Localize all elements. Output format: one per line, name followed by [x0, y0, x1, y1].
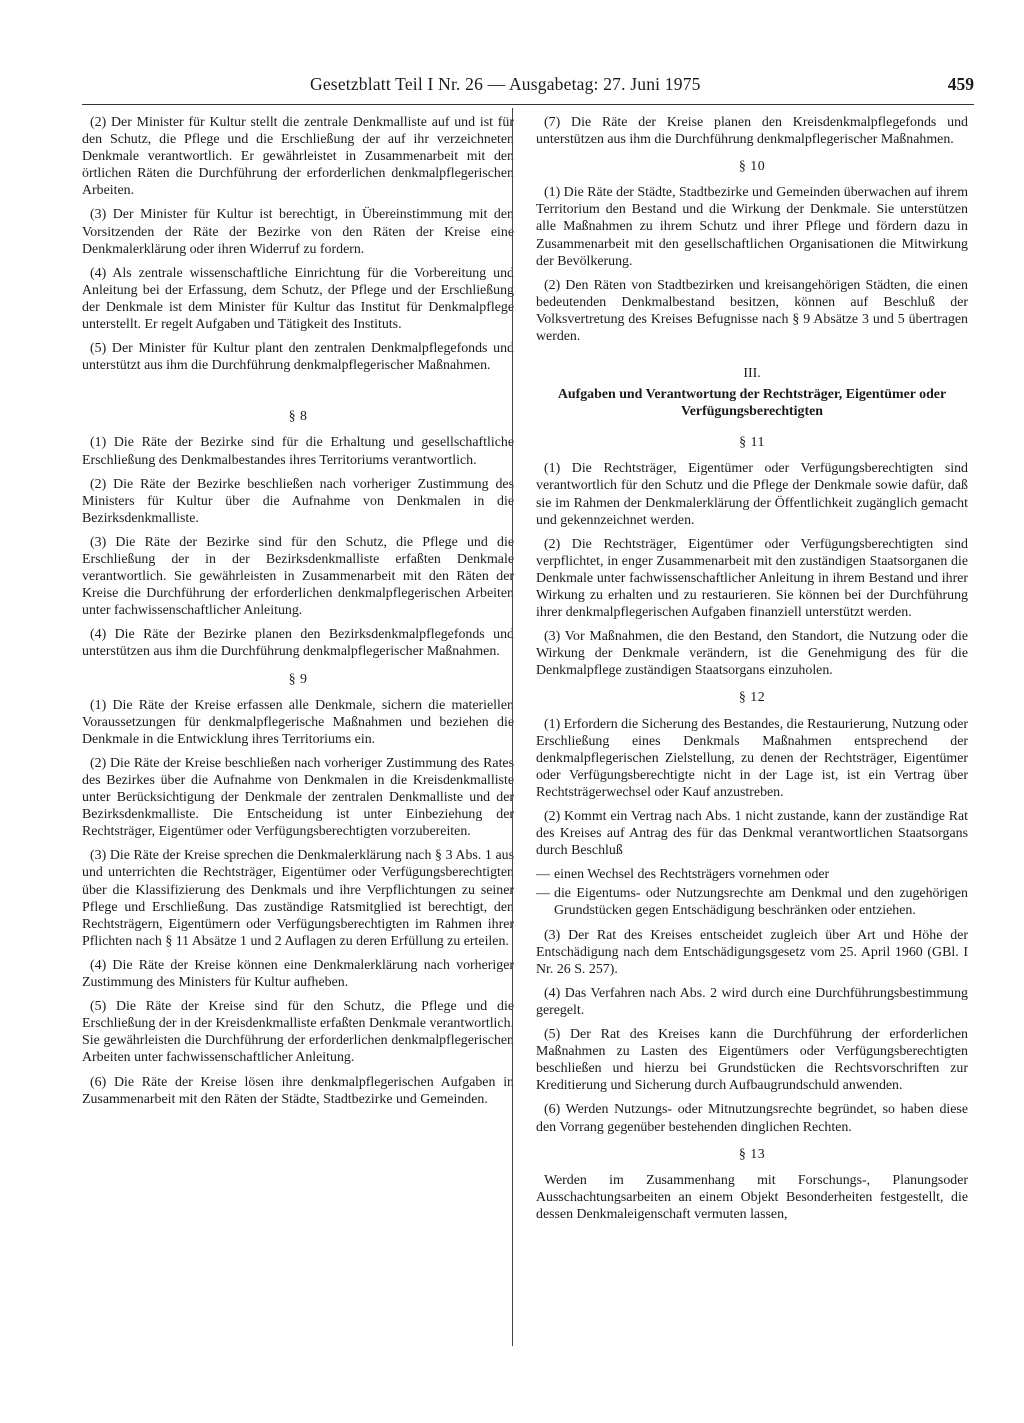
dash-list	[536, 866, 968, 919]
part-number: III.	[743, 366, 761, 382]
paragraph: (2) Kommt ein Vertrag nach Abs. 1 nicht zustande, kann der zuständige Rat des Kreises auf Antrag des für das Denkmal verantwortlichen Staatsorgans durch Beschluß	[536, 809, 968, 859]
paragraph: (3) Die Räte der Kreise sprechen die Denkmalerklärung nach § 3 Abs. 1 aus und unterrichten die Rechtsträger, Eigentümer oder Verfügungsberechtigten über die Klassifizierung des Denkmals und ihre Verpflichtungen zu seiner Pflege und Erschließung. Das zuständige Ratsmitglied ist berechtigt, den Rechtsträgern, Eigentümern oder Verfügungsberechtigten im Rahmen ihrer Pflichten nach § 11 Absätze 1 und 2 Auflagen zu deren Erfüllung zu erteilen.	[82, 848, 514, 949]
page-number: 459	[947, 74, 974, 94]
dash-item-text: die Eigentums- oder Nutzungsrechte am Denkmal und den zugehörigen Grundstücken gegen Entschädigung beschränken oder entziehen.	[554, 886, 968, 919]
gazette-header-title: Gesetzblatt Teil I Nr. 26 — Ausgabetag: 27. Juni 1975	[310, 74, 701, 94]
dash-list-item	[536, 885, 968, 919]
paragraph: (1) Die Räte der Kreise erfassen alle Denkmale, sichern die materiellen Voraussetzungen für denkmalpflegerische Maßnahmen und beziehen die Denkmale in die Entwicklung ihres Territoriums ein.	[82, 697, 514, 747]
paragraph: (4) Die Räte der Bezirke planen den Bezirksdenkmalpflegefonds und unterstützen aus ihm die Durchführung denkmalpflegerischer Maßnahmen.	[82, 627, 514, 660]
paragraph: (3) Der Minister für Kultur ist berechtigt, in Übereinstimmung mit den Vorsitzenden der Räte der Bezirke von den Räten der Kreise eine Denkmalerklärung oder ihren Widerruf zu fordern.	[82, 207, 514, 257]
part-title: Aufgaben und Verantwortung der Rechtsträger, Eigentümer oder Verfügungsberechtigten	[557, 387, 947, 420]
paragraph: (3) Vor Maßnahmen, die den Bestand, den Standort, die Nutzung oder die Wirkung der Denkmale verändern, ist die Genehmigung des für die Denkmalpflege zuständigen Staatsorgans einzuholen.	[536, 629, 968, 679]
section-heading: § 11	[739, 435, 765, 451]
dash-item-text: einen Wechsel des Rechtsträgers vornehmen oder	[554, 867, 830, 883]
paragraph: (4) Als zentrale wissenschaftliche Einrichtung für die Vorbereitung und Anleitung bei der Erfassung, dem Schutz, der Pflege und der Erschließung der Denkmale ist dem Minister für Kultur das Institut für Denkmalpflege unterstellt. Er regelt Aufgaben und Tätigkeit des Instituts.	[82, 265, 514, 333]
paragraph: (5) Der Minister für Kultur plant den zentralen Denkmalpflegefonds und unterstützt aus ihm die Durchführung denkmalpflegerischer Maßnahmen.	[82, 341, 514, 374]
dash-marker: —	[536, 867, 550, 883]
paragraph: (5) Die Räte der Kreise sind für den Schutz, die Pflege und die Erschließung der in der Kreisdenkmalliste erfaßten Denkmale verantwortlich. Sie gewährleisten die Durchführung der erforderlichen denkmalpflegerischen Arbeiten unter fachwissenschaftlicher Anleitung.	[82, 999, 514, 1066]
paragraph: (1) Die Räte der Städte, Stadtbezirke und Gemeinden überwachen auf ihrem Territorium den Bestand und die Wirkung der Denkmale. Sie unterstützen alle Maßnahmen zu ihrem Schutz und ihrer Pflege und fördern dazu in Zusammenarbeit mit den gesellschaftlichen Organisationen die Mitwirkung der Bevölkerung.	[536, 185, 968, 269]
paragraph: (2) Die Räte der Bezirke beschließen nach vorheriger Zustimmung des Ministers für Kultur über die Aufnahme von Denkmalen in die Bezirksdenkmalliste.	[82, 476, 514, 526]
page-header	[60, 74, 974, 100]
section-heading: § 12	[738, 690, 766, 706]
paragraph: Werden im Zusammenhang mit Forschungs-, Planungsoder Ausschachtungsarbeiten an einem Objekt Besonderheiten festgestellt, die dessen Denkmaleigenschaft vermuten lassen,	[536, 1172, 968, 1222]
column-divider	[512, 108, 513, 1346]
paragraph: (4) Die Räte der Kreise können eine Denkmalerklärung nach vorheriger Zustimmung des Ministers für Kultur aufheben.	[82, 957, 514, 991]
paragraph: (4) Das Verfahren nach Abs. 2 wird durch eine Durchführungsbestimmung geregelt.	[536, 985, 968, 1018]
paragraph: (2) Die Rechtsträger, Eigentümer oder Verfügungsberechtigten sind verpflichtet, in enger Zusammenarbeit mit den zuständigen Staatsorganen die Denkmale unter fachwissenschaftlicher Anleitung in ihrem Bestand und ihrer Wirkung zu erhalten und zu restaurieren. Sie können bei der Durchführung ihrer denkmalpflegerischen Aufgaben finanziell unterstützt werden.	[536, 536, 968, 621]
paragraph: (6) Die Räte der Kreise lösen ihre denkmalpflegerischen Aufgaben in Zusammenarbeit mit den Räten der Städte, Stadtbezirke und Gemeinden.	[82, 1074, 514, 1107]
paragraph: (2) Der Minister für Kultur stellt die zentrale Denkmalliste auf und ist für den Schutz, die Pflege und die Erschließung der auf ihr verzeichneten Denkmale verantwortlich. Er gewährleistet in Zusammenarbeit mit den örtlichen Räten die Durchführung der erforderlichen denkmalpflegerischen Arbeiten.	[82, 115, 514, 199]
paragraph: (5) Der Rat des Kreises kann die Durchführung der erforderlichen Maßnahmen zu Lasten des Eigentümers oder Verfügungsberechtigten beschließen und hierzu bei Grundstücken die Rechtsvorschriften zur Kreditierung und Sicherung durch Aufbaugrundschuld anwenden.	[536, 1027, 968, 1094]
paragraph: (6) Werden Nutzungs- oder Mitnutzungsrechte begründet, so haben diese den Vorrang gegenüber bestehenden dinglichen Rechten.	[536, 1102, 968, 1135]
paragraph: (3) Die Räte der Bezirke sind für den Schutz, die Pflege und die Erschließung der in der Bezirksdenkmalliste erfaßten Denkmale verantwortlich. Sie gewährleisten in Zusammenarbeit mit den Räten der Kreise die Durchführung der erforderlichen denkmalpflegerischen Arbeiten unter fachwissenschaftlicher Anleitung.	[82, 534, 514, 619]
paragraph: (7) Die Räte der Kreise planen den Kreisdenkmalpflegefonds und unterstützen aus ihm die Durchführung denkmalpflegerischer Maßnahmen.	[536, 115, 968, 148]
paragraph: (2) Den Räten von Stadtbezirken und kreisangehörigen Städten, die einen bedeutenden Denkmalbestand besitzen, können auf Beschluß der Volksvertretung des Kreises Befugnisse nach § 9 Absätze 3 und 5 übertragen werden.	[536, 277, 968, 345]
left-column	[82, 114, 514, 1115]
paragraph: (1) Erfordern die Sicherung des Bestandes, die Restaurierung, Nutzung oder Erschließung eines Denkmals Maßnahmen entsprechend der denkmalpflegerischen Zielstellung, zu denen der Rechtsträger, Eigentümer oder Verfügungsberechtigte nicht in der Lage ist, ist ein Vertrag über Rechtsträgerwechsel oder Kauf anzustreben.	[536, 716, 968, 800]
header-rule	[82, 104, 974, 105]
paragraph: (3) Der Rat des Kreises entscheidet zugleich über Art und Höhe der Entschädigung nach dem Entschädigungsgesetz vom 25. April 1960 (GBl. I Nr. 26 S. 257).	[536, 927, 968, 977]
dash-marker: —	[536, 886, 550, 902]
paragraph: (2) Die Räte der Kreise beschließen nach vorheriger Zustimmung des Rates des Bezirkes über die Aufnahme von Denkmalen in die Kreisdenkmalliste unter Berücksichtigung der Denkmale der zentralen Denkmalliste und der Bezirksdenkmalliste. Die Entscheidung ist unter Einbeziehung der Rechtsträger, Eigentümer oder Verfügungsberechtigten vorzubereiten.	[82, 755, 514, 840]
right-column	[536, 114, 968, 1230]
paragraph: (1) Die Rechtsträger, Eigentümer oder Verfügungsberechtigten sind verantwortlich für den Schutz und die Pflege der Denkmale sowie dafür, daß sie im Rahmen der Denkmalerklärung der Öffentlichkeit zugänglich gemacht und gekennzeichnet werden.	[536, 461, 968, 528]
section-heading: § 13	[738, 1146, 766, 1162]
paragraph: (1) Die Räte der Bezirke sind für die Erhaltung und gesellschaftliche Erschließung des Denkmalbestandes ihres Territoriums verantwortlich.	[82, 435, 514, 468]
section-heading: § 9	[288, 671, 308, 687]
section-heading: § 8	[288, 409, 308, 425]
section-heading: § 10	[738, 159, 766, 175]
dash-list-item	[536, 866, 968, 883]
